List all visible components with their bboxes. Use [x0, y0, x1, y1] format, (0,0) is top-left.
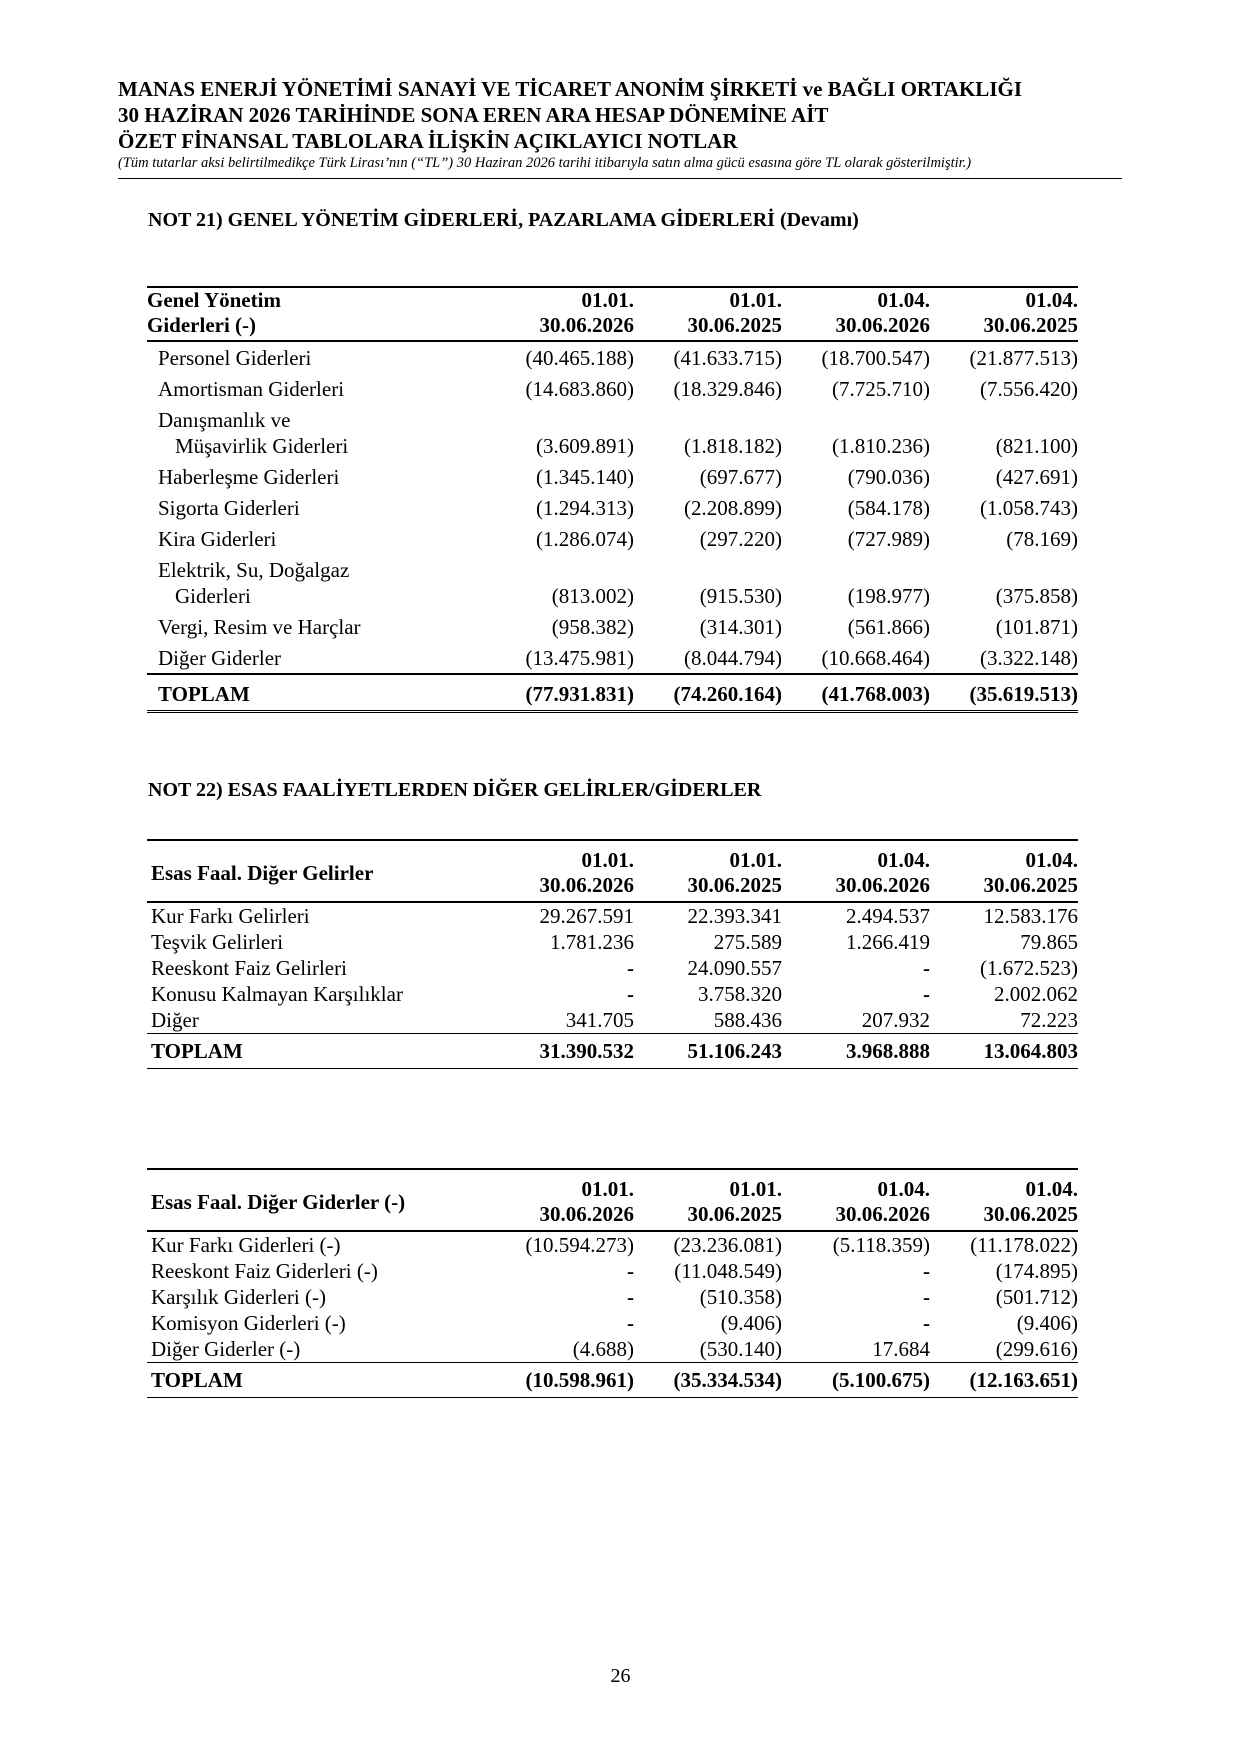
column-header — [930, 1169, 1078, 1231]
total-cell: (77.931.831) — [486, 674, 634, 712]
page-number: 26 — [610, 1665, 631, 1687]
note22-title: NOT 22) ESAS FAALİYETLERDEN DİĞER GELİRLER/GİDERLER — [148, 779, 762, 801]
value-cell: 341.705 — [565, 1008, 634, 1032]
table-row — [147, 1258, 1078, 1284]
value-cell: (427.691) — [995, 465, 1078, 489]
value-cell: - — [627, 1259, 634, 1283]
value-cell: (1.058.743) — [980, 496, 1078, 520]
column-header — [486, 287, 634, 341]
column-header — [930, 840, 1078, 902]
table-row — [147, 461, 1078, 492]
value-cell: - — [627, 1311, 634, 1335]
table-row — [147, 642, 1078, 674]
value-cell: (3.322.148) — [980, 646, 1078, 670]
value-cell: (561.866) — [847, 615, 930, 639]
column-end: 30.06.2025 — [983, 1202, 1078, 1226]
value-cell: 588.436 — [713, 1008, 782, 1032]
total-cell: 31.390.532 — [486, 1034, 634, 1069]
column-header — [486, 1169, 634, 1231]
total-cell: (5.100.675) — [782, 1363, 930, 1398]
value-cell: (915.530) — [699, 584, 782, 608]
table-row — [147, 1007, 1078, 1034]
table-row — [147, 341, 1078, 373]
row-label — [147, 492, 486, 523]
row-label: Konusu Kalmayan Karşılıklar — [151, 982, 403, 1006]
value-cell: 3.758.320 — [698, 982, 782, 1006]
column-start: 01.01. — [729, 848, 782, 872]
row-label: Reeskont Faiz Gelirleri — [151, 956, 347, 980]
column-header — [634, 840, 782, 902]
value-cell: (530.140) — [699, 1337, 782, 1361]
value-cell: (23.236.081) — [673, 1233, 782, 1257]
row-label: Diğer Giderler (-) — [151, 1337, 301, 1361]
total-cell: (35.619.513) — [930, 674, 1078, 712]
value-cell: 12.583.176 — [983, 904, 1078, 928]
row-label-line: Sigorta Giderleri — [158, 496, 300, 520]
value-cell: 22.393.341 — [687, 904, 782, 928]
other-operating-expenses-table — [147, 1168, 1078, 1398]
row-label: Karşılık Giderleri (-) — [151, 1285, 326, 1309]
value-cell: - — [923, 982, 930, 1006]
column-header — [782, 840, 930, 902]
value-cell: 79.865 — [1020, 930, 1078, 954]
column-start: 01.04. — [877, 848, 930, 872]
column-start: 01.04. — [877, 1177, 930, 1201]
value-cell: (174.895) — [995, 1259, 1078, 1283]
row-label-line: Diğer Giderler — [158, 646, 282, 670]
value-cell: (10.594.273) — [525, 1233, 634, 1257]
value-cell: (790.036) — [847, 465, 930, 489]
value-cell: (510.358) — [699, 1285, 782, 1309]
value-cell: (297.220) — [699, 527, 782, 551]
column-end: 30.06.2026 — [539, 313, 634, 337]
row-label: Reeskont Faiz Giderleri (-) — [151, 1259, 378, 1283]
value-cell: (11.178.022) — [970, 1233, 1078, 1257]
value-cell: (4.688) — [572, 1337, 634, 1361]
column-header — [634, 1169, 782, 1231]
value-cell: (813.002) — [551, 584, 634, 608]
value-cell: 207.932 — [861, 1008, 930, 1032]
total-cell: 13.064.803 — [930, 1034, 1078, 1069]
value-cell: (1.294.313) — [536, 496, 634, 520]
header-rule — [118, 178, 1122, 179]
value-cell: (7.556.420) — [980, 377, 1078, 401]
value-cell: (41.633.715) — [673, 346, 782, 370]
total-row — [147, 1363, 1078, 1398]
table-row — [147, 1231, 1078, 1258]
total-cell: (12.163.651) — [930, 1363, 1078, 1398]
value-cell: (18.700.547) — [821, 346, 930, 370]
header-company-line: MANAS ENERJİ YÖNETİMİ SANAYİ VE TİCARET ANONİM ŞİRKETİ ve BAĞLI ORTAKLIĞI — [118, 77, 1022, 101]
row-label — [147, 373, 486, 404]
table-row — [147, 611, 1078, 642]
value-cell: (821.100) — [995, 434, 1078, 458]
column-end: 30.06.2025 — [687, 1202, 782, 1226]
table-row — [147, 929, 1078, 955]
total-cell: (10.598.961) — [486, 1363, 634, 1398]
value-cell: (1.672.523) — [980, 956, 1078, 980]
table-row — [147, 1310, 1078, 1336]
column-end: 30.06.2025 — [983, 873, 1078, 897]
column-end: 30.06.2025 — [687, 313, 782, 337]
table-header-row — [147, 287, 1078, 341]
value-cell: 2.002.062 — [994, 982, 1078, 1006]
row-label — [147, 523, 486, 554]
row-label — [147, 404, 486, 461]
value-cell: 29.267.591 — [539, 904, 634, 928]
table-head-label: Esas Faal. Diğer Giderler (-) — [151, 1189, 406, 1214]
value-cell: 1.266.419 — [846, 930, 930, 954]
value-cell: (9.406) — [1016, 1311, 1078, 1335]
value-cell: (1.345.140) — [536, 465, 634, 489]
row-label-line: Personel Giderleri — [158, 346, 312, 370]
total-label: TOPLAM — [147, 1363, 486, 1398]
table-row — [147, 981, 1078, 1007]
row-label: Kur Farkı Giderleri (-) — [151, 1233, 341, 1257]
value-cell: (3.609.891) — [536, 434, 634, 458]
head-label-line: Giderleri (-) — [147, 313, 257, 337]
value-cell: 72.223 — [1020, 1008, 1078, 1032]
row-label — [147, 461, 486, 492]
column-start: 01.01. — [729, 288, 782, 312]
value-cell: 17.684 — [872, 1337, 930, 1361]
value-cell: (14.683.860) — [525, 377, 634, 401]
head-label-line: Genel Yönetim — [147, 288, 281, 312]
total-label: TOPLAM — [147, 674, 486, 712]
value-cell: - — [923, 1311, 930, 1335]
row-label-line: Giderleri — [175, 584, 251, 608]
note21-title: NOT 21) GENEL YÖNETİM GİDERLERİ, PAZARLAMA GİDERLERİ (Devamı) — [148, 209, 859, 231]
value-cell: (501.712) — [995, 1285, 1078, 1309]
table-header-row — [147, 840, 1078, 902]
table-row — [147, 373, 1078, 404]
general-admin-expenses-table — [147, 286, 1078, 713]
value-cell: (21.877.513) — [969, 346, 1078, 370]
total-row — [147, 674, 1078, 712]
column-start: 01.04. — [1025, 848, 1078, 872]
table-row — [147, 554, 1078, 611]
column-start: 01.01. — [581, 1177, 634, 1201]
table-head-label: Esas Faal. Diğer Gelirler — [151, 860, 374, 885]
column-end: 30.06.2026 — [835, 313, 930, 337]
row-label-line: Vergi, Resim ve Harçlar — [158, 615, 361, 639]
total-cell: 3.968.888 — [782, 1034, 930, 1069]
table-head-label — [147, 287, 486, 341]
row-label-line: Kira Giderleri — [158, 527, 277, 551]
value-cell: (18.329.846) — [673, 377, 782, 401]
column-end: 30.06.2026 — [539, 1202, 634, 1226]
table-row — [147, 1284, 1078, 1310]
table-row — [147, 404, 1078, 461]
row-label-line: Haberleşme Giderleri — [158, 465, 340, 489]
row-label — [147, 554, 486, 611]
column-end: 30.06.2026 — [835, 873, 930, 897]
value-cell: (40.465.188) — [525, 346, 634, 370]
value-cell: (8.044.794) — [684, 646, 782, 670]
value-cell: 275.589 — [713, 930, 782, 954]
value-cell: (314.301) — [699, 615, 782, 639]
column-start: 01.01. — [581, 288, 634, 312]
value-cell: (299.616) — [995, 1337, 1078, 1361]
total-row — [147, 1034, 1078, 1069]
column-header — [634, 287, 782, 341]
value-cell: (958.382) — [551, 615, 634, 639]
value-cell: (5.118.359) — [832, 1233, 930, 1257]
total-cell: (74.260.164) — [634, 674, 782, 712]
value-cell: 1.781.236 — [550, 930, 634, 954]
column-header — [782, 287, 930, 341]
column-end: 30.06.2025 — [983, 313, 1078, 337]
value-cell: (375.858) — [995, 584, 1078, 608]
header-currency-note: (Tüm tutarlar aksi belirtilmedikçe Türk Lirası’nın (“TL”) 30 Haziran 2026 tarihi itibarıyla satın alma gücü esasına göre TL olarak gösterilmiştir.) — [118, 155, 972, 171]
value-cell: (697.677) — [699, 465, 782, 489]
row-label — [147, 611, 486, 642]
row-label-line: Danışmanlık ve — [158, 408, 291, 432]
value-cell: (13.475.981) — [525, 646, 634, 670]
value-cell: - — [627, 956, 634, 980]
column-header — [486, 840, 634, 902]
value-cell: - — [923, 1259, 930, 1283]
value-cell: - — [923, 1285, 930, 1309]
table-row — [147, 955, 1078, 981]
column-start: 01.01. — [581, 848, 634, 872]
row-label: Komisyon Giderleri (-) — [151, 1311, 346, 1335]
column-start: 01.04. — [877, 288, 930, 312]
value-cell: (78.169) — [1006, 527, 1078, 551]
header-period-line: 30 HAZİRAN 2026 TARİHİNDE SONA EREN ARA HESAP DÖNEMİNE AİT — [118, 103, 829, 127]
value-cell: 24.090.557 — [687, 956, 782, 980]
value-cell: (1.810.236) — [832, 434, 930, 458]
column-header — [930, 287, 1078, 341]
column-start: 01.04. — [1025, 1177, 1078, 1201]
value-cell: (11.048.549) — [674, 1259, 782, 1283]
row-label-line: Müşavirlik Giderleri — [175, 434, 349, 458]
column-end: 30.06.2026 — [835, 1202, 930, 1226]
row-label-line: Amortisman Giderleri — [158, 377, 345, 401]
total-cell: (35.334.534) — [634, 1363, 782, 1398]
document-header — [118, 76, 1108, 172]
value-cell: - — [923, 956, 930, 980]
table-row — [147, 902, 1078, 929]
row-label: Teşvik Gelirleri — [151, 930, 284, 954]
table-header-row — [147, 1169, 1078, 1231]
value-cell: (7.725.710) — [832, 377, 930, 401]
column-start: 01.04. — [1025, 288, 1078, 312]
value-cell: - — [627, 1285, 634, 1309]
column-end: 30.06.2025 — [687, 873, 782, 897]
value-cell: (9.406) — [720, 1311, 782, 1335]
table-row — [147, 1336, 1078, 1363]
value-cell: - — [627, 982, 634, 1006]
row-label-line: Elektrik, Su, Doğalgaz — [158, 558, 350, 582]
value-cell: (2.208.899) — [684, 496, 782, 520]
value-cell: (198.977) — [847, 584, 930, 608]
row-label — [147, 642, 486, 674]
value-cell: (727.989) — [847, 527, 930, 551]
column-header — [782, 1169, 930, 1231]
row-label: Kur Farkı Gelirleri — [151, 904, 310, 928]
value-cell: 2.494.537 — [846, 904, 930, 928]
total-label: TOPLAM — [147, 1034, 486, 1069]
column-end: 30.06.2026 — [539, 873, 634, 897]
table-row — [147, 492, 1078, 523]
table-row — [147, 523, 1078, 554]
other-operating-income-table — [147, 839, 1078, 1069]
total-cell: 51.106.243 — [634, 1034, 782, 1069]
value-cell: (1.286.074) — [536, 527, 634, 551]
column-start: 01.01. — [729, 1177, 782, 1201]
value-cell: (10.668.464) — [821, 646, 930, 670]
header-notes-line: ÖZET FİNANSAL TABLOLARA İLİŞKİN AÇIKLAYICI NOTLAR — [118, 129, 738, 153]
value-cell: (584.178) — [847, 496, 930, 520]
value-cell: (101.871) — [995, 615, 1078, 639]
row-label: Diğer — [151, 1008, 199, 1032]
total-cell: (41.768.003) — [782, 674, 930, 712]
value-cell: (1.818.182) — [684, 434, 782, 458]
row-label — [147, 341, 486, 373]
